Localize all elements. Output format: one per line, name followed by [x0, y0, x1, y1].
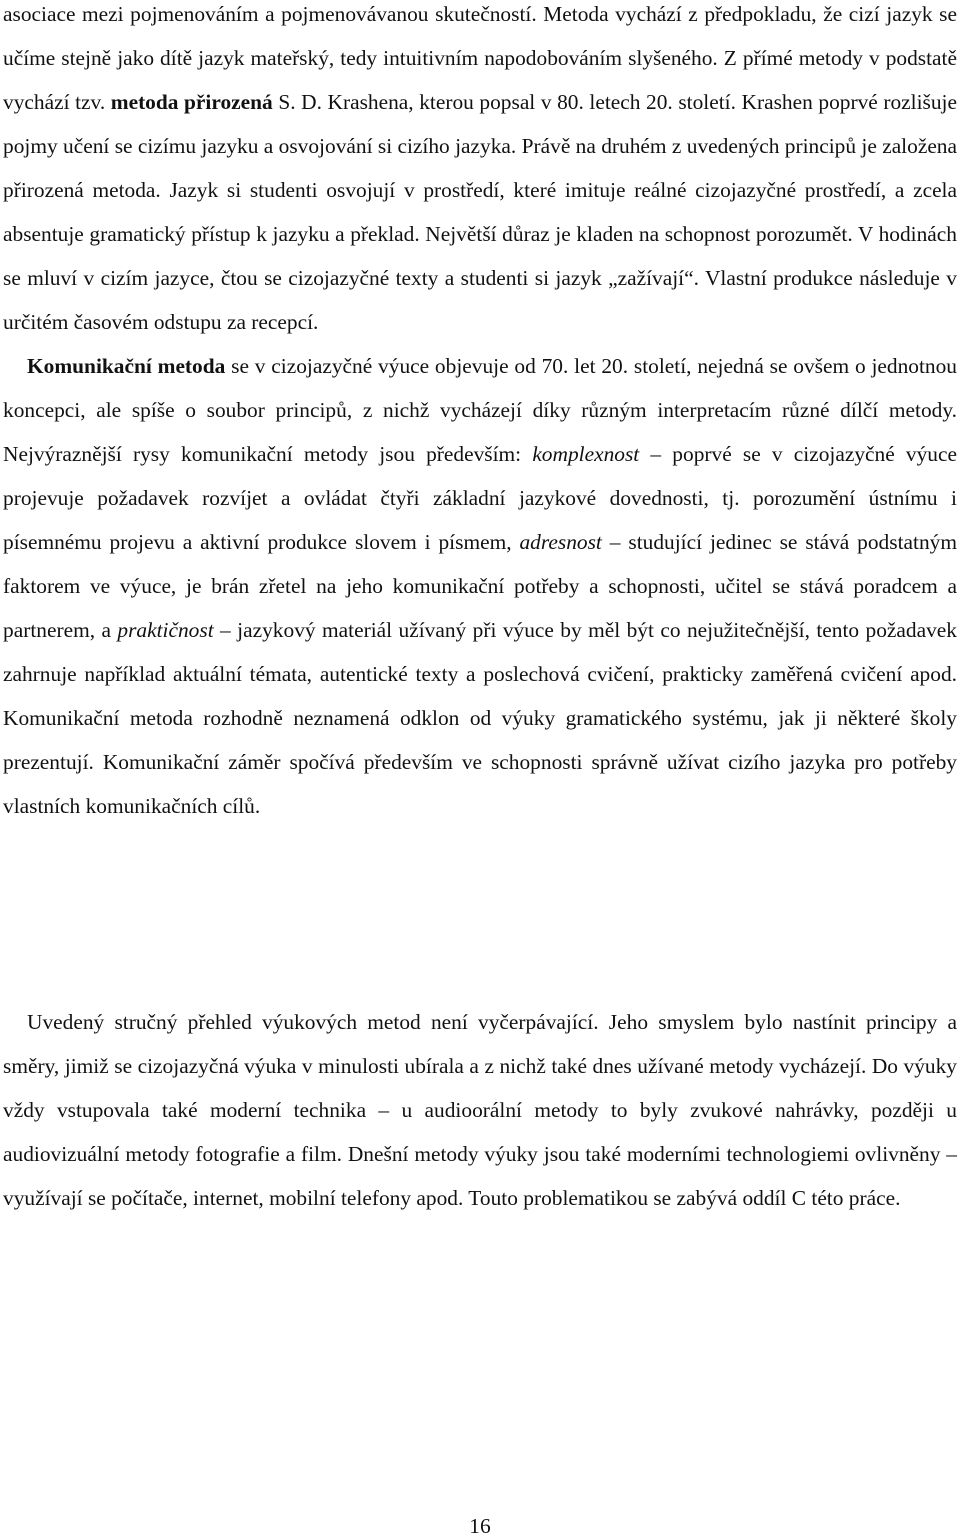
page-number: 16: [469, 1514, 491, 1538]
term-practicality: praktičnost: [117, 618, 214, 642]
body-paragraph-2: [3, 1000, 957, 1220]
paragraph-1-text-4: – poprvé se v cizojazyčné výuce projevuje požadavek rozvíjet a ovládat čtyři základní jazykové dovednosti, tj. porozumění ústnímu i písemnému projevu a aktivní produkce slovem i písmem,: [3, 442, 957, 554]
paragraph-1-text-5: – studující jedinec se stává podstatným faktorem ve výuce, je brán zřetel na jeho komunikační potřeby a schopnosti, učitel se stává poradcem a partnerem, a: [3, 530, 957, 642]
paragraph-1-text-2: S. D. Krashena, kterou popsal v 80. letech 20. století. Krashen poprvé rozlišuje pojmy učení se cizímu jazyku a osvojování si cizího jazyka. Právě na druhém z uvedených principů je založena přirozená metoda. Jazyk si studenti osvojují v prostředí, které imituje reálné cizojazyčné prostředí, a zcela absentuje gramatický přístup k jazyku a překlad. Největší důraz je kladen na schopnost porozumět. V hodinách se mluví v cizím jazyce, čtou se cizojazyčné texty a studenti si jazyk „zažívají“. Vlastní produkce následuje v určitém časovém odstupu za recepcí.: [3, 90, 957, 334]
paragraph-1-text-1: asociace mezi pojmenováním a pojmenovávanou skutečností. Metoda vychází z předpokladu, že cizí jazyk se učíme stejně jako dítě jazyk mateřský, tedy intuitivním napodobováním slyšeného. Z přímé metody v podstatě vychází tzv.: [3, 2, 957, 114]
term-natural-method: metoda přirozená: [110, 90, 273, 114]
term-complexity: komplexnost: [532, 442, 640, 466]
paragraph-1-text-3: se v cizojazyčné výuce objevuje od 70. let 20. století, nejedná se ovšem o jednotnou koncepci, ale spíše o soubor principů, z nichž vycházejí díky různým interpretacím různé dílčí metody. Nejvýraznější rysy komunikační metody jsou především:: [3, 354, 958, 466]
term-addressability: adresnost: [519, 530, 602, 554]
body-paragraph-1: [3, 0, 957, 828]
term-communicative-method: Komunikační metoda: [27, 354, 226, 378]
paragraph-2-text: Uvedený stručný přehled výukových metod není vyčerpávající. Jeho smyslem bylo nastínit principy a směry, jimiž se cizojazyčná výuka v minulosti ubírala a z nichž také dnes užívané metody vycházejí. Do výuky vždy vstupovala také moderní technika – u audioorální metody to byly zvukové nahrávky, později u audiovizuální metody fotografie a film. Dnešní metody výuky jsou také moderními technologiemi ovlivněny – využívají se počítače, internet, mobilní telefony apod. Touto problematikou se zabývá oddíl C této práce.: [3, 1010, 957, 1210]
paragraph-1-text-6: – jazykový materiál užívaný při výuce by měl být co nejužitečnější, tento požadavek zahrnuje například aktuální témata, autentické texty a poslechová cvičení, prakticky zaměřená cvičení apod. Komunikační metoda rozhodně neznamená odklon od výuky gramatického systému, jak ji některé školy prezentují. Komunikační záměr spočívá především ve schopnosti správně užívat cizího jazyka pro potřeby vlastních komunikačních cílů.: [3, 618, 957, 818]
